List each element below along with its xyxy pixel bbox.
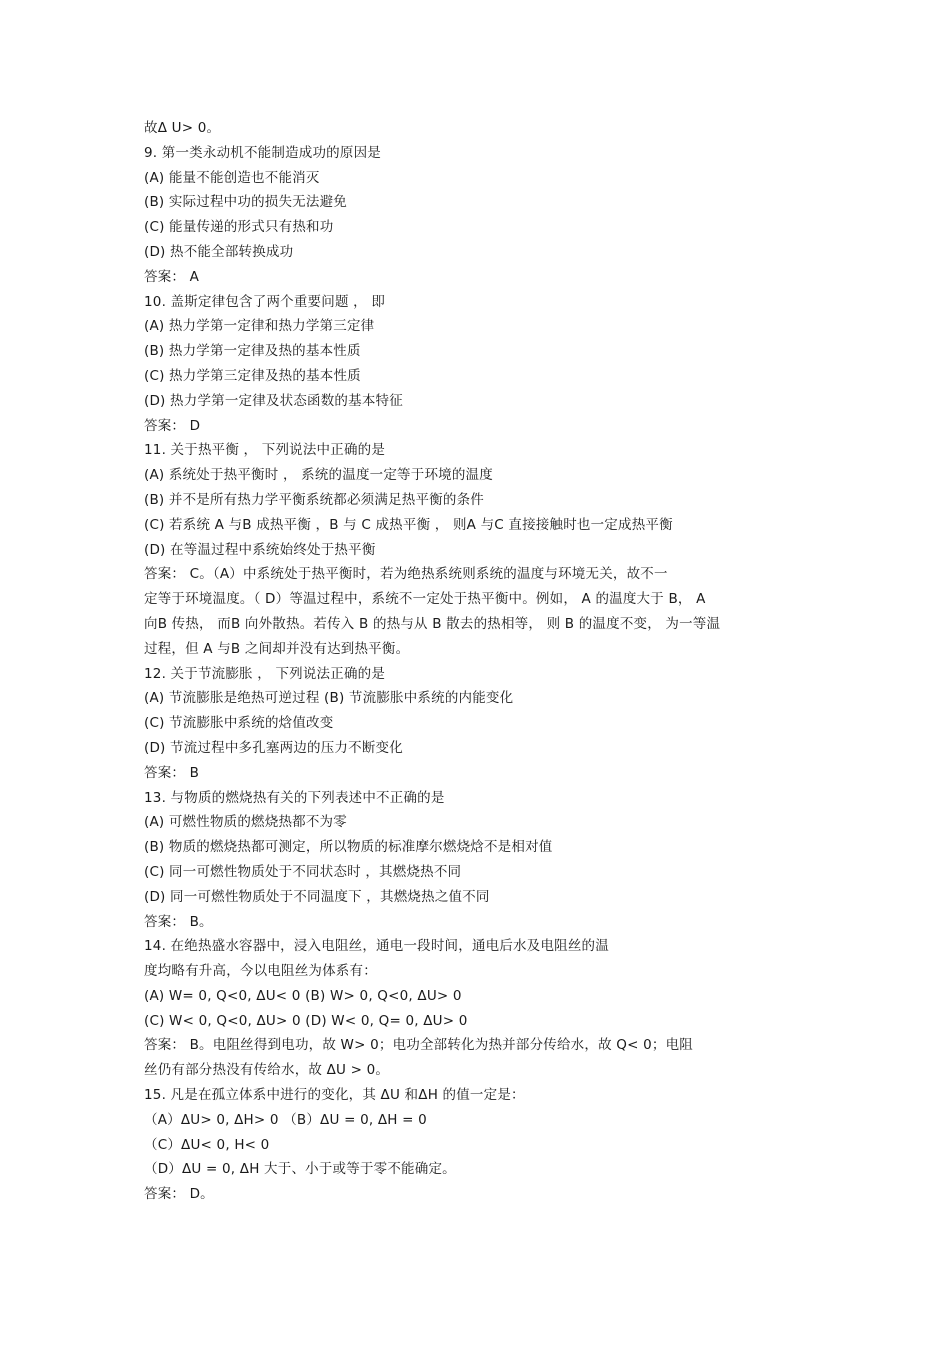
- question-14-stem: 度均略有升高，今以电阻丝为体系有：: [144, 963, 377, 980]
- question-9-answer: 答案： A: [144, 268, 200, 285]
- question-11-option-c: (C) 若系统 A 与B 成热平衡 ，B 与 C 成热平衡 ， 则A 与C 直接接触时也一定成热平衡: [144, 516, 673, 533]
- question-15-option-d: （D）ΔU = 0, ΔH 大于、小于或等于零不能确定。: [144, 1161, 456, 1178]
- question-15-options-ab: （A）ΔU> 0, ΔH> 0 （B）ΔU = 0, ΔH = 0: [144, 1111, 427, 1128]
- question-13-option-a: (A) 可燃性物质的燃烧热都不为零: [144, 814, 347, 831]
- question-10-option-c: (C) 热力学第三定律及热的基本性质: [144, 367, 361, 384]
- question-14-answer: 答案： B。电阻丝得到电功，故 W> 0；电功全部转化为热并部分传给水，故 Q< 0；电阻: [144, 1037, 693, 1054]
- question-11-answer: 答案： C。（A）中系统处于热平衡时，若为绝热系统则系统的温度与环境无关，故不一: [144, 566, 668, 583]
- document-body: [144, 116, 844, 1207]
- question-10-option-b: (B) 热力学第一定律及热的基本性质: [144, 343, 361, 360]
- question-15-option-c: （C）ΔU< 0, H< 0: [144, 1136, 270, 1153]
- question-13-option-c: (C) 同一可燃性物质处于不同状态时 ，其燃烧热不同: [144, 863, 462, 880]
- question-14-options-cd: (C) W< 0, Q<0, ΔU> 0 (D) W< 0, Q= 0, ΔU> 0: [144, 1012, 468, 1029]
- question-9-option-c: (C) 能量传递的形式只有热和功: [144, 219, 334, 236]
- question-12-answer: 答案： B: [144, 764, 200, 781]
- question-11-option-a: (A) 系统处于热平衡时 ， 系统的温度一定等于环境的温度: [144, 467, 493, 484]
- question-15-answer: 答案： D。: [144, 1186, 214, 1203]
- question-11-option-b: (B) 并不是所有热力学平衡系统都必须满足热平衡的条件: [144, 491, 484, 508]
- question-10-answer: 答案： D: [144, 417, 201, 434]
- question-12-option-d: (D) 节流过程中多孔塞两边的压力不断变化: [144, 739, 403, 756]
- question-11-explanation: 定等于环境温度。（ D）等温过程中，系统不一定处于热平衡中。例如， A 的温度大于 B， A: [144, 591, 706, 608]
- question-13-option-b: (B) 物质的燃烧热都可测定，所以物质的标准摩尔燃烧焓不是相对值: [144, 839, 553, 856]
- question-12-stem: 12. 关于节流膨胀 ， 下列说法正确的是: [144, 665, 386, 682]
- question-9-option-b: (B) 实际过程中功的损失无法避免: [144, 194, 347, 211]
- question-12-option-ab: (A) 节流膨胀是绝热可逆过程 (B) 节流膨胀中系统的内能变化: [144, 690, 514, 707]
- question-11-option-d: (D) 在等温过程中系统始终处于热平衡: [144, 541, 376, 558]
- question-10-option-d: (D) 热力学第一定律及状态函数的基本特征: [144, 392, 403, 409]
- question-15-stem: 15. 凡是在孤立体系中进行的变化，其 ΔU 和ΔH 的值一定是：: [144, 1087, 525, 1104]
- question-11-stem: 11. 关于热平衡 ， 下列说法中正确的是: [144, 442, 386, 459]
- question-9-stem: 9. 第一类永动机不能制造成功的原因是: [144, 144, 381, 161]
- question-13-stem: 13. 与物质的燃烧热有关的下列表述中不正确的是: [144, 789, 445, 806]
- question-11-explanation: 向B 传热， 而B 向外散热。若传入 B 的热与从 B 散去的热相等， 则 B 的温度不变， 为一等温: [144, 615, 721, 632]
- question-10-option-a: (A) 热力学第一定律和热力学第三定律: [144, 318, 375, 335]
- question-14-stem: 14. 在绝热盛水容器中，浸入电阻丝，通电一段时间，通电后水及电阻丝的温: [144, 938, 609, 955]
- question-9-option-a: (A) 能量不能创造也不能消灭: [144, 169, 320, 186]
- question-14-explanation: 丝仍有部分热没有传给水，故 ΔU > 0。: [144, 1062, 390, 1079]
- question-13-answer: 答案： B。: [144, 913, 213, 930]
- question-13-option-d: (D) 同一可燃性物质处于不同温度下 ，其燃烧热之值不同: [144, 888, 490, 905]
- question-11-explanation: 过程，但 A 与B 之间却并没有达到热平衡。: [144, 640, 410, 657]
- question-9-option-d: (D) 热不能全部转换成功: [144, 243, 294, 260]
- question-14-options-ab: (A) W= 0, Q<0, ΔU< 0 (B) W> 0, Q<0, ΔU> 0: [144, 987, 462, 1004]
- question-12-option-c: (C) 节流膨胀中系统的焓值改变: [144, 715, 334, 732]
- question-10-stem: 10. 盖斯定律包含了两个重要问题 ， 即: [144, 293, 386, 310]
- text-line: 故Δ U> 0。: [144, 120, 221, 136]
